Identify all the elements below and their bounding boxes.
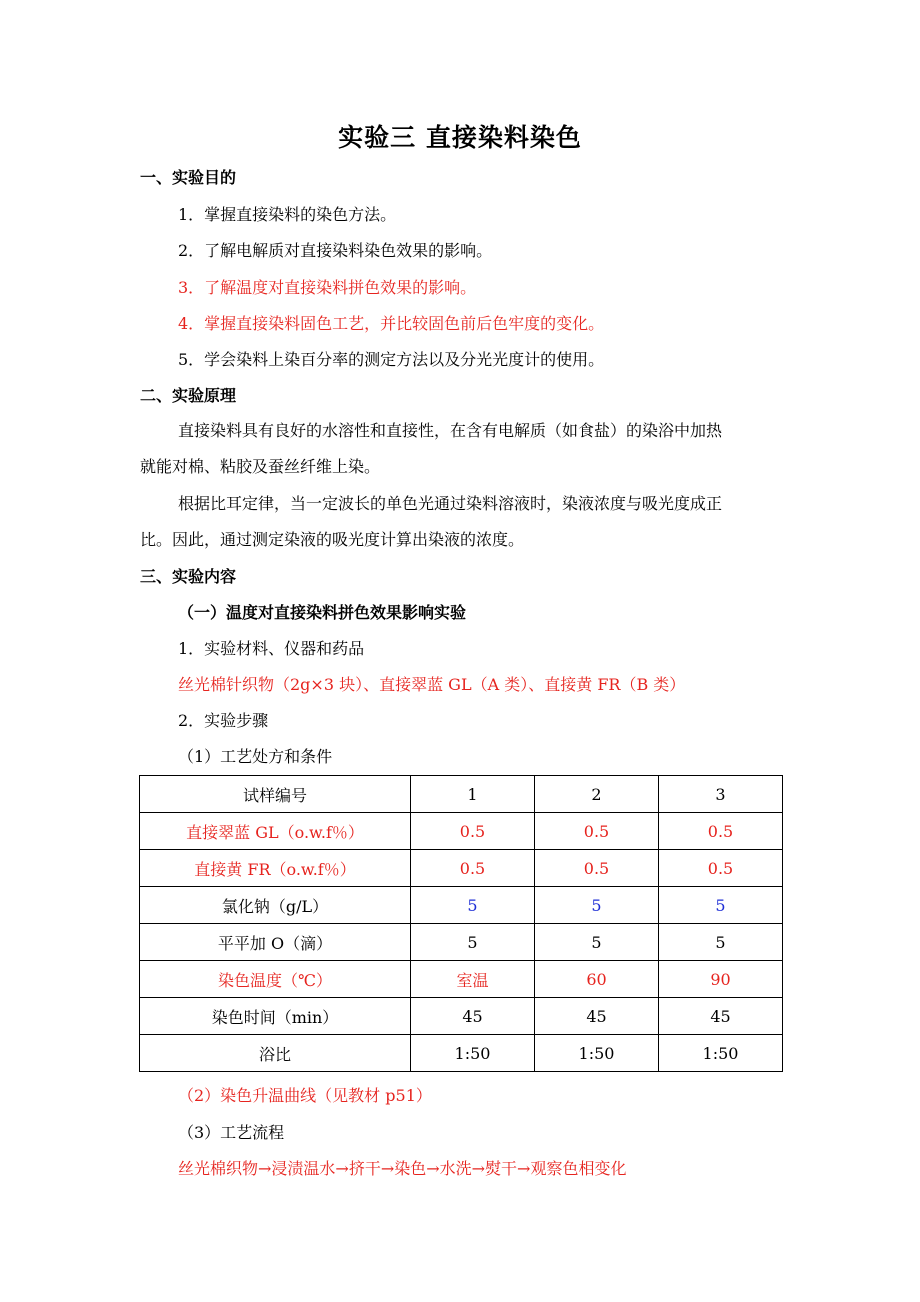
table-cell: 0.5 [659,850,783,887]
table-cell: 5 [659,924,783,961]
table-header-row [140,776,783,813]
section-heading-content: 三、实验内容 [140,567,237,586]
table-cell: 直接翠蓝 GL（o.w.f％） [140,813,411,850]
table-cell: 0.5 [411,850,535,887]
table-cell: 1:50 [535,1035,659,1072]
table-cell: 1:50 [659,1035,783,1072]
table-row [140,887,783,924]
table-cell: 45 [411,998,535,1035]
table-cell: 氯化钠（g/L） [140,887,411,924]
step3-label: （3）工艺流程 [178,1123,285,1142]
table-cell: 5 [411,887,535,924]
table-row [140,1035,783,1072]
table-cell: 60 [535,961,659,998]
table-cell: 0.5 [535,850,659,887]
principle-p2-line2: 比。因此，通过测定染液的吸光度计算出染液的浓度。 [140,530,525,549]
table-cell: 5 [535,887,659,924]
table-header-cell: 1 [411,776,535,813]
principle-p1-line1: 直接染料具有良好的水溶性和直接性，在含有电解质（如食盐）的染浴中加热 [178,421,723,440]
materials-label: 1．实验材料、仪器和药品 [178,639,365,658]
table-cell: 0.5 [659,813,783,850]
purpose-item-3: 3．了解温度对直接染料拼色效果的影响。 [178,278,477,297]
table-cell: 染色时间（min） [140,998,411,1035]
page-title: 实验三 直接染料染色 [338,123,582,152]
subsection-heading: （一）温度对直接染料拼色效果影响实验 [178,603,467,622]
purpose-item-2: 2．了解电解质对直接染料染色效果的影响。 [178,241,493,260]
table-header-cell: 3 [659,776,783,813]
purpose-item-4: 4．掌握直接染料固色工艺，并比较固色前后色牢度的变化。 [178,314,605,333]
process-flow: 丝光棉织物→浸渍温水→挤干→染色→水洗→熨干→观察色相变化 [178,1159,627,1178]
section-heading-principle: 二、实验原理 [140,386,237,405]
table-cell: 5 [411,924,535,961]
table-row [140,813,783,850]
principle-p2-line1: 根据比耳定律，当一定波长的单色光通过染料溶液时，染液浓度与吸光度成正 [178,494,723,513]
table-row [140,998,783,1035]
table-cell: 室温 [411,961,535,998]
table-cell: 0.5 [535,813,659,850]
step2-label: （2）染色升温曲线（见教材 p51） [178,1086,432,1105]
table-header-cell: 试样编号 [140,776,411,813]
table-cell: 直接黄 FR（o.w.f％） [140,850,411,887]
materials-list: 丝光棉针织物（2g×3 块）、直接翠蓝 GL（A 类）、直接黄 FR（B 类） [178,675,686,694]
table-row [140,924,783,961]
table-cell: 染色温度（℃） [140,961,411,998]
principle-p1-line2: 就能对棉、粘胶及蚕丝纤维上染。 [140,457,381,476]
step1-label: （1）工艺处方和条件 [178,747,333,766]
table-cell: 平平加 O（滴） [140,924,411,961]
table-row [140,850,783,887]
purpose-item-1: 1．掌握直接染料的染色方法。 [178,205,397,224]
table-cell: 1:50 [411,1035,535,1072]
table-cell: 90 [659,961,783,998]
section-heading-purpose: 一、实验目的 [140,168,237,187]
table-cell: 5 [659,887,783,924]
steps-label: 2．实验步骤 [178,711,269,730]
table-cell: 浴比 [140,1035,411,1072]
process-table [139,775,783,1072]
table-cell: 0.5 [411,813,535,850]
table-cell: 45 [535,998,659,1035]
table-cell: 5 [535,924,659,961]
table-header-cell: 2 [535,776,659,813]
table-cell: 45 [659,998,783,1035]
purpose-item-5: 5．学会染料上染百分率的测定方法以及分光光度计的使用。 [178,350,605,369]
table-row [140,961,783,998]
